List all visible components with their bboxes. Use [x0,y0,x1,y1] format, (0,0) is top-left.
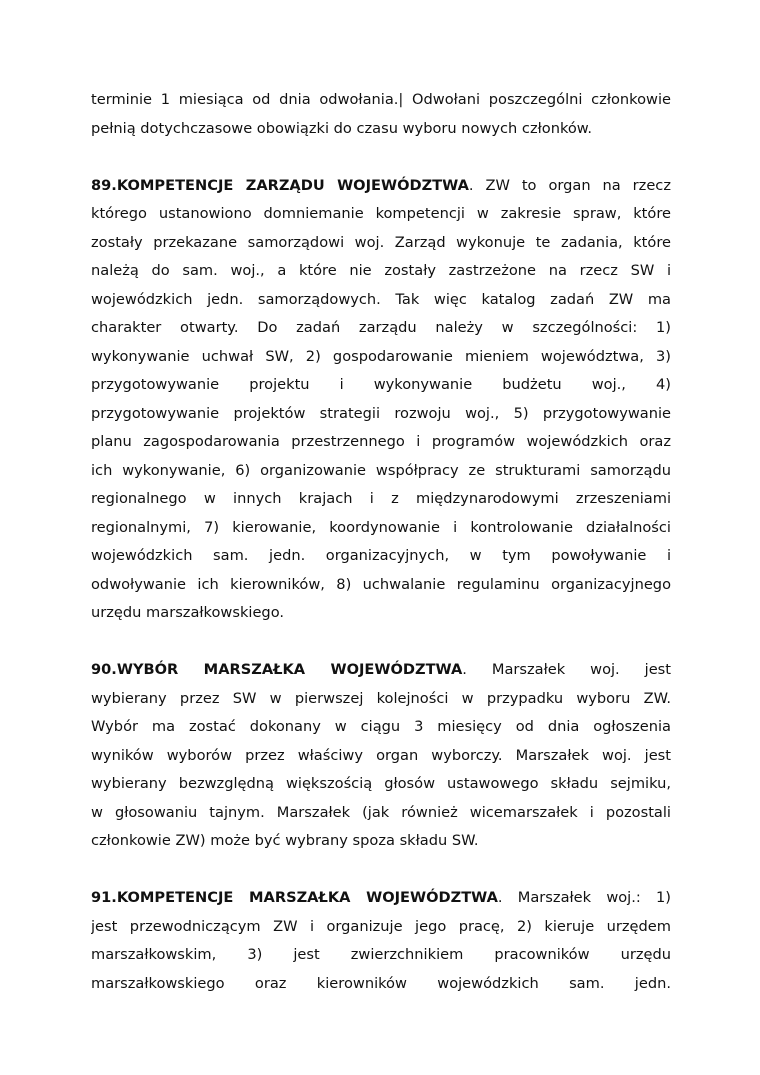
text-line [91,770,671,799]
line-text: wykonywanie uchwał SW, 2) gospodarowanie mieniem województwa, 3) [91,347,671,365]
text-line [91,713,671,742]
section-heading: 91.KOMPETENCJE MARSZAŁKA WOJEWÓDZTWA [91,889,498,906]
text-line [91,257,671,286]
line-text: urzędu marszałkowskiego. [91,604,285,621]
line-text: . Marszałek woj.: 1) [497,889,671,906]
line-text: którego ustanowiono domniemanie kompetencji w zakresie spraw, które [91,205,671,222]
text-line [91,656,671,685]
line-text: marszałkowskim, 3) jest zwierzchnikiem pracowników urzędu [91,946,671,963]
text-line [91,200,671,229]
paragraph [91,656,671,856]
text-line [91,571,671,600]
text-line [91,371,671,400]
text-line [91,884,671,913]
text-line [91,599,671,628]
line-text: zostały przekazane samorządowi woj. Zarząd wykonuje te zadania, które [91,233,671,251]
line-text: członkowie ZW) może być wybrany spoza składu SW. [91,832,479,849]
line-text: wyników wyborów przez właściwy organ wyborczy. Marszałek woj. jest [91,746,671,764]
line-text: terminie 1 miesiąca od dnia odwołania.| Odwołani poszczególni członkowie [91,91,671,108]
text-line [91,229,671,258]
document-page [91,86,671,1027]
line-text: wojewódzkich jedn. samorządowych. Tak więc katalog zadań ZW ma [91,290,671,308]
text-line [91,314,671,343]
line-text: marszałkowskiego oraz kierowników wojewódzkich sam. jedn. [91,974,671,992]
line-text: . ZW to organ na rzecz [468,176,671,194]
paragraph [91,86,671,143]
line-text: wojewódzkich sam. jedn. organizacyjnych, w tym powoływanie i [91,547,671,564]
text-line [91,485,671,514]
paragraph [91,884,671,998]
text-line [91,286,671,315]
line-text: planu zagospodarowania przestrzennego i programów wojewódzkich oraz [91,433,671,450]
line-text: w głosowaniu tajnym. Marszałek (jak również wicemarszałek i pozostali [91,803,671,821]
line-text: jest przewodniczącym ZW i organizuje jego pracę, 2) kieruje urzędem [91,917,671,935]
line-text: przygotowywanie projektu i wykonywanie budżetu woj., 4) [91,376,671,393]
line-text: przygotowywanie projektów strategii rozwoju woj., 5) przygotowywanie [91,404,671,422]
line-text: regionalnymi, 7) kierowanie, koordynowanie i kontrolowanie działalności [91,518,671,536]
text-line [91,970,671,999]
line-text: pełnią dotychczasowe obowiązki do czasu wyboru nowych członków. [91,119,593,137]
line-text: ich wykonywanie, 6) organizowanie współpracy ze strukturami samorządu [91,461,671,479]
text-line [91,172,671,201]
text-line [91,428,671,457]
text-line [91,343,671,372]
line-text: wybierany przez SW w pierwszej kolejności w przypadku wyboru ZW. [91,689,671,707]
line-text: charakter otwarty. Do zadań zarządu należy w szczególności: 1) [91,319,671,336]
section-heading: 90.WYBÓR MARSZAŁKA WOJEWÓDZTWA [91,661,463,678]
text-line [91,827,671,856]
text-line [91,115,671,144]
line-text: odwoływanie ich kierowników, 8) uchwalanie regulaminu organizacyjnego [91,575,671,593]
line-text: Wybór ma zostać dokonany w ciągu 3 miesięcy od dnia ogłoszenia [91,718,671,735]
text-line [91,400,671,429]
text-line [91,913,671,942]
paragraph [91,172,671,628]
text-line [91,799,671,828]
text-line [91,542,671,571]
text-line [91,86,671,115]
text-line [91,457,671,486]
line-text: . Marszałek woj. jest [462,661,671,678]
text-line [91,514,671,543]
text-line [91,685,671,714]
text-line [91,941,671,970]
line-text: wybierany bezwzględną większością głosów ustawowego składu sejmiku, [91,775,671,792]
line-text: należą do sam. woj., a które nie zostały zastrzeżone na rzecz SW i [91,262,671,279]
section-heading: 89.KOMPETENCJE ZARZĄDU WOJEWÓDZTWA [91,176,469,194]
text-line [91,742,671,771]
line-text: regionalnego w innych krajach i z międzynarodowymi zrzeszeniami [91,490,671,507]
